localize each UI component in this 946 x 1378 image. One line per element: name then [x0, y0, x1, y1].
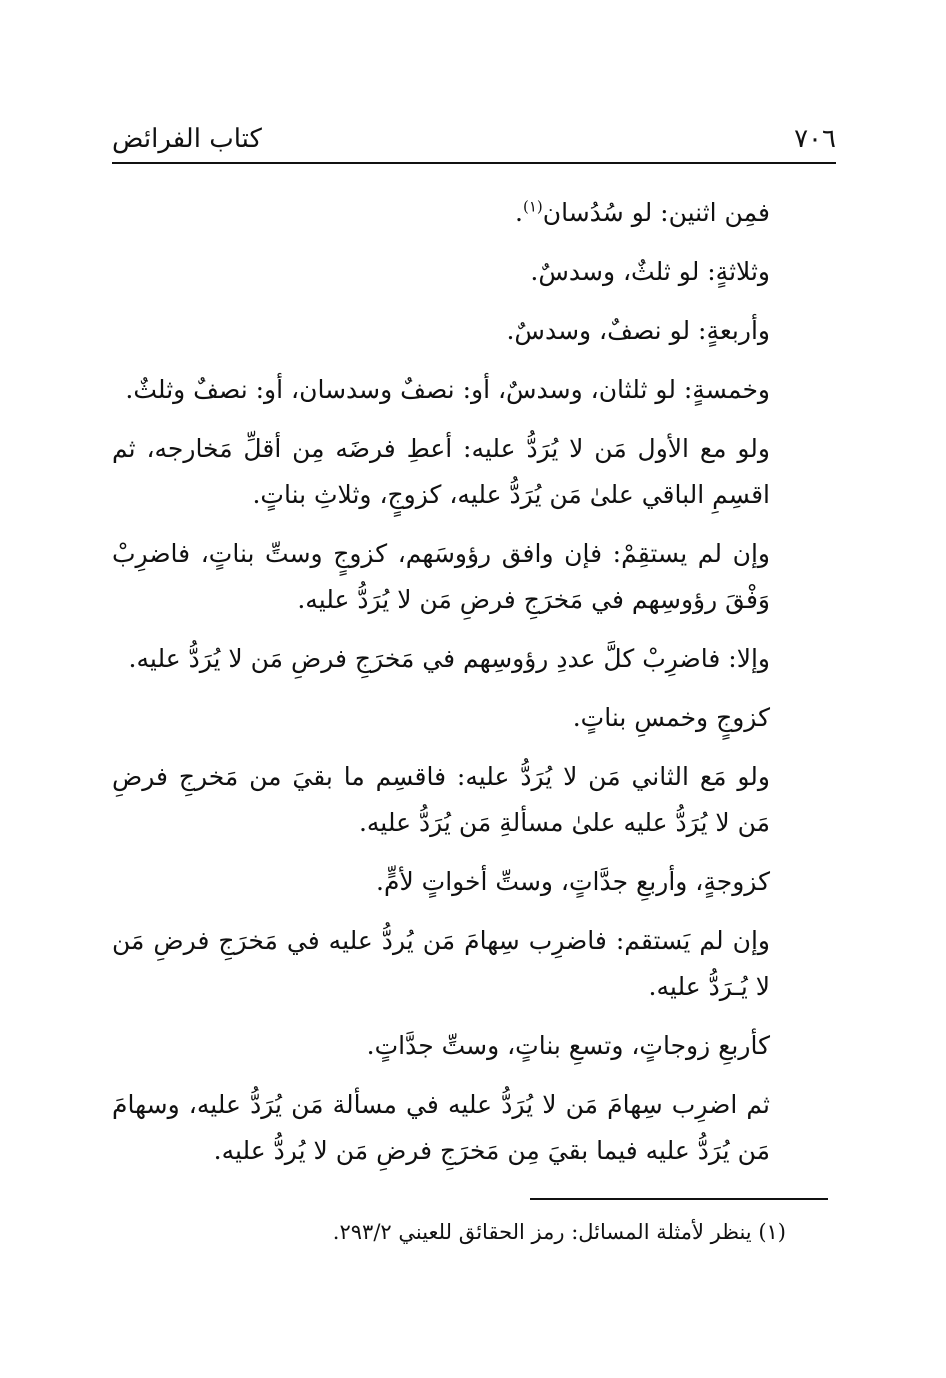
- paragraph-1: فمِن اثنين: لو سُدُسان$^{(١)}$.: [515, 197, 770, 227]
- page-header: [112, 120, 836, 160]
- footnote-marker[interactable]: (١): [522, 197, 543, 216]
- book-title: كتاب الفرائض: [112, 124, 262, 154]
- paragraph-9: ولو مَع الثاني مَن لا يُرَدُّ عليه: فاقسِم ما بقيَ من مَخرجِ فرضِ مَن لا يُرَدُّ عليه علىٰ مسألةِ مَن يُرَدُّ عليه.: [112, 762, 770, 837]
- paragraph-3: وأربعةٍ: لو نصفٌ، وسدسٌ.: [506, 316, 770, 345]
- main-text: [112, 190, 828, 1187]
- paragraph-4: وخمسةٍ: لو ثلثان، وسدسٌ، أو: نصفٌ وسدسان، أو: نصفٌ وثلثٌ.: [125, 375, 770, 404]
- paragraph-7: وإلا: فاضرِبْ كلَّ عددِ رؤوسِهم في مَخرَجِ فرضِ مَن لا يُرَدُّ عليه.: [128, 644, 770, 673]
- footnote: (١) ينظر لأمثلة المسائل: رمز الحقائق للعيني ٢٩٣/٢.: [332, 1220, 786, 1244]
- footnote-divider: [530, 1198, 828, 1200]
- paragraph-10: كزوجةٍ، وأربعِ جدَّاتٍ، وستِّ أخواتٍ لأمٍّ.: [376, 867, 770, 896]
- paragraph-11: وإن لم يَستقم: فاضرِب سِهامَ مَن يُردُّ عليه في مَخرَجِ فرضِ مَن لا يُـرَدُّ عليه.: [112, 926, 770, 1001]
- page-number: ٧٠٦: [794, 124, 836, 154]
- paragraph-2: وثلاثةٍ: لو ثلثٌ، وسدسٌ.: [530, 257, 770, 286]
- paragraph-8: كزوجٍ وخمسِ بناتٍ.: [572, 703, 770, 732]
- paragraph-5: ولو مع الأول مَن لا يُرَدُّ عليه: أعطِ فرضَه مِن أقلِّ مَخارجه، ثم اقسِمِ الباقي علىٰ مَن يُرَدُّ عليه، كزوجٍ، وثلاثِ بناتٍ.: [112, 434, 770, 509]
- paragraph-13: ثم اضرِب سِهامَ مَن لا يُرَدُّ عليه في مسألة مَن يُرَدُّ عليه، وسهامَ مَن يُرَدُّ عليه فيما بقيَ مِن مَخرَجِ فرضِ مَن لا يُردُّ عليه.: [112, 1090, 770, 1165]
- paragraph-6: وإن لم يستقِمْ: فإن وافق رؤوسَهم، كزوجٍ وستِّ بناتٍ، فاضرِبْ وَفْقَ رؤوسِهم في مَخرَجِ فرضِ مَن لا يُرَدُّ عليه.: [112, 539, 770, 614]
- header-divider: [112, 162, 836, 164]
- paragraph-12: كأربعِ زوجاتٍ، وتسعِ بناتٍ، وستِّ جدَّاتٍ.: [366, 1031, 770, 1060]
